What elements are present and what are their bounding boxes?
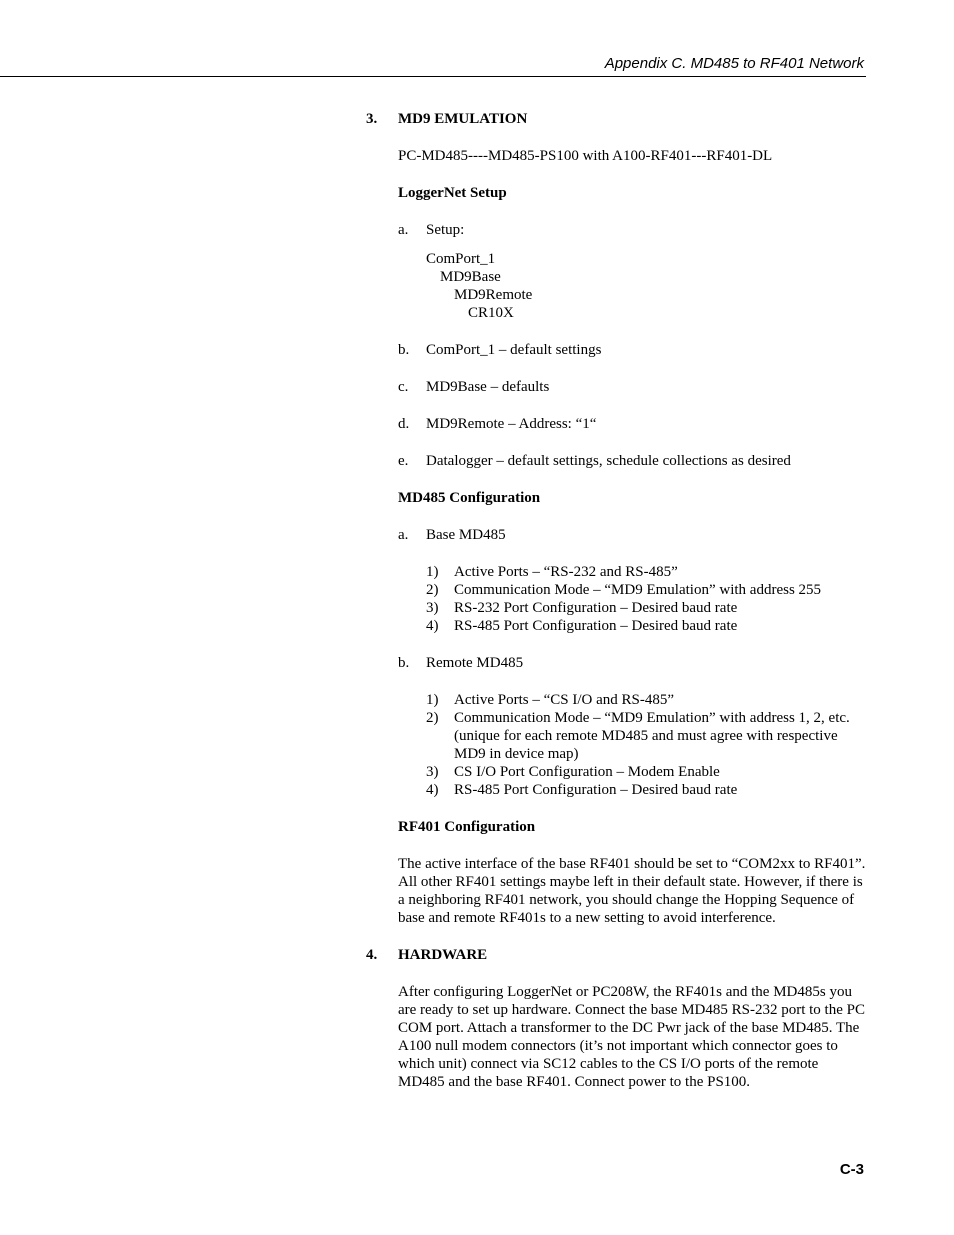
section-3-heading: [366, 110, 866, 128]
md485-config-heading: MD485 Configuration: [398, 490, 541, 506]
section-number: 4.: [366, 947, 378, 963]
rf401-paragraph: The active interface of the base RF401 should be set to “COM2xx to RF401”. All other RF401 settings maybe left in their default state. However, if there is a neighboring RF401 network, you should change the Hopping Sequence of base and remote RF401s to a new setting to avoid interference.: [398, 856, 866, 926]
network-tree: [366, 250, 866, 322]
numbered-item: 1) Active Ports – “RS-232 and RS-485”: [426, 564, 678, 580]
numbered-item: 3) RS-232 Port Configuration – Desired baud rate: [426, 600, 738, 616]
list-item-remote-md485: [366, 654, 866, 672]
item-letter: c.: [398, 379, 409, 395]
numbered-item: 1) Active Ports – “CS I/O and RS-485”: [426, 692, 674, 708]
rf401-config-heading: RF401 Configuration: [398, 819, 536, 835]
loggernet-setup-heading: LoggerNet Setup: [398, 185, 507, 201]
list-item-b: [366, 341, 866, 359]
list-item-c: [366, 378, 866, 396]
list-item-e: [366, 452, 866, 470]
hardware-paragraph: After configuring LoggerNet or PC208W, the RF401s and the MD485s you are ready to set up hardware. Connect the base MD485 RS-232 port to the PC COM port. Attach a transformer to the DC Pwr jack of the base MD485. The A100 null modem connectors (it’s not important which connector goes to which unit) connect via SC12 cables to the CS I/O ports of the remote MD485 and the base RF401. Connect power to the PS100.: [398, 984, 865, 1090]
item-text: ComPort_1 – default settings: [426, 342, 602, 358]
page-number: C-3: [839, 1161, 864, 1178]
item-text: Remote MD485: [426, 655, 524, 671]
section-4-heading: [366, 946, 866, 964]
numbered-item: 2) Communication Mode – “MD9 Emulation” with address 255: [426, 582, 822, 598]
item-letter: a.: [398, 527, 409, 543]
item-text: Setup:: [426, 222, 465, 238]
item-text: Datalogger – default settings, schedule collections as desired: [426, 453, 791, 469]
item-text: MD9Base – defaults: [426, 379, 550, 395]
item-letter: e.: [398, 453, 409, 469]
numbered-item: 2) Communication Mode – “MD9 Emulation” with address 1, 2, etc. (unique for each remote MD485 and must agree with respective MD9 in device map): [426, 710, 850, 762]
item-letter: b.: [398, 342, 410, 358]
tree-node: MD9Remote: [454, 287, 533, 303]
list-item-a: [366, 221, 866, 239]
section-title: HARDWARE: [398, 947, 488, 963]
numbered-item: 4) RS-485 Port Configuration – Desired baud rate: [426, 782, 738, 798]
header-rule: [0, 76, 866, 77]
list-item-d: [366, 415, 866, 433]
section-number: 3.: [366, 111, 378, 127]
section-title: MD9 EMULATION: [398, 111, 528, 127]
item-letter: a.: [398, 222, 409, 238]
tree-node: MD9Base: [440, 269, 501, 285]
tree-node: CR10X: [468, 305, 514, 321]
list-item-base-md485: [366, 526, 866, 544]
item-letter: b.: [398, 655, 410, 671]
page-body: [366, 110, 866, 1091]
numbered-item: 4) RS-485 Port Configuration – Desired baud rate: [426, 618, 738, 634]
item-text: MD9Remote – Address: “1“: [426, 416, 597, 432]
item-letter: d.: [398, 416, 410, 432]
chain-description: PC-MD485----MD485-PS100 with A100-RF401---RF401-DL: [398, 148, 773, 164]
running-header: Appendix C. MD485 to RF401 Network: [604, 55, 864, 72]
tree-node: ComPort_1: [426, 251, 496, 267]
numbered-item: 3) CS I/O Port Configuration – Modem Enable: [426, 764, 720, 780]
item-text: Base MD485: [426, 527, 506, 543]
